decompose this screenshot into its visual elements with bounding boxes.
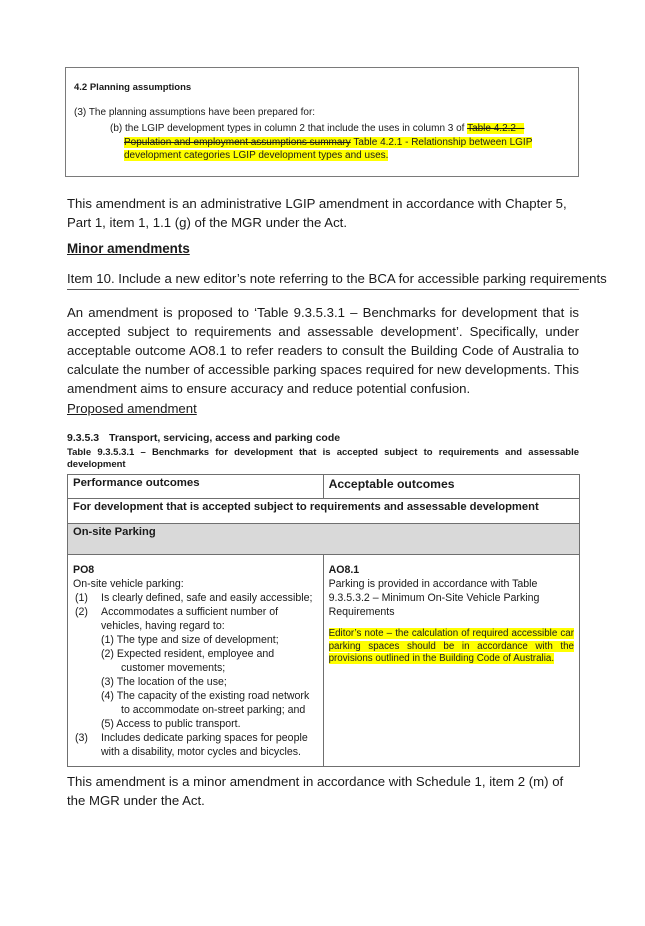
- inserted-text-1: Table 4.2.1 - Relationship between LGIP: [350, 136, 533, 148]
- po8-item-text: Includes dedicate parking spaces for people with a disability, motor cycles and bicycles.: [101, 732, 308, 758]
- po8-subitem: (2) Expected resident, employee and customer movements;: [101, 648, 275, 674]
- onsite-parking-row: On-site Parking: [68, 524, 580, 555]
- header-performance-outcomes: Performance outcomes: [68, 475, 324, 499]
- po8-item-marker: (2): [75, 606, 88, 618]
- po8-item-text: Accommodates a sufficient number of vehicles, having regard to:: [101, 606, 279, 632]
- admin-paragraph: This amendment is an administrative LGIP amendment in accordance with Chapter 5, Part 1, item 1, 1.1 (g) of the MGR under the Act.: [67, 196, 567, 230]
- minor-amendments-heading: Minor amendments: [67, 241, 190, 256]
- ao8-1-cell: [323, 555, 579, 767]
- po8-item: [73, 605, 318, 731]
- po8-title: PO8: [73, 564, 95, 576]
- po8-intro: On-site vehicle parking:: [73, 578, 184, 590]
- para-b-prefix: (b) the LGIP development types in column 2 that include the uses in column 3 of: [110, 123, 468, 134]
- excerpt-heading: 4.2 Planning assumptions: [74, 82, 192, 93]
- closing-paragraph: This amendment is a minor amendment in accordance with Schedule 1, item 2 (m) of the MGR under the Act.: [67, 774, 564, 808]
- deleted-text-2: Population and employment assumptions summary: [124, 136, 351, 148]
- po8-cell: [68, 555, 324, 767]
- item-10-heading: Item 10. Include a new editor’s note referring to the BCA for accessible parking requirements: [67, 271, 579, 290]
- po8-subitem: (4) The capacity of the existing road network to accommodate on-street parking; and: [101, 690, 310, 716]
- po8-subitem: (5) Access to public transport.: [101, 718, 241, 730]
- editors-note: Editor’s note – the calculation of required accessible car parking spaces should be in accordance with the provisions outlined in the Building Code of Australia.: [328, 628, 574, 664]
- po8-item-text: Is clearly defined, safe and easily accessible;: [101, 592, 313, 604]
- code-number: 9.3.5.3: [67, 432, 100, 444]
- po8-item-marker: (1): [75, 592, 88, 604]
- inserted-text-2: development categories LGIP development types and uses.: [124, 150, 389, 161]
- excerpt-para-3: (3) The planning assumptions have been prepared for:: [74, 107, 316, 118]
- proposal-paragraph: An amendment is proposed to ‘Table 9.3.5.3.1 – Benchmarks for development that is accepted subject to requirements and assessable development’. Specifically, under acceptable outcome AO8.1 to refer readers to consult the Building Code of Australia to calculate the number of accessible parking spaces required for new developments. This amendment aims to ensure accuracy and reduce potential confusion.: [67, 305, 579, 396]
- po8-subitem: (1) The type and size of development;: [101, 634, 279, 646]
- ao8-1-title: AO8.1: [328, 564, 360, 576]
- code-title: Transport, servicing, access and parking code: [109, 432, 341, 444]
- po8-item: [73, 731, 318, 759]
- excerpt-para-b: [110, 122, 570, 163]
- po8-item-marker: (3): [75, 732, 88, 744]
- benchmarks-table: [67, 474, 580, 767]
- proposed-amendment-heading: Proposed amendment: [67, 401, 197, 416]
- development-group-row: For development that is accepted subject to requirements and assessable development: [68, 499, 580, 524]
- po8-item: [73, 591, 318, 605]
- po8-subitem: (3) The location of the use;: [101, 676, 227, 688]
- table-caption: Table 9.3.5.3.1 – Benchmarks for development that is accepted subject to requirements and assessable development: [67, 447, 579, 470]
- ao8-1-text: Parking is provided in accordance with Table 9.3.5.3.2 – Minimum On-Site Vehicle Parking Requirements: [328, 578, 540, 618]
- header-acceptable-outcomes: Acceptable outcomes: [323, 475, 579, 499]
- planning-assumptions-excerpt: [65, 67, 579, 177]
- deleted-text-1: Table 4.2.2 –: [467, 123, 525, 134]
- code-heading: [67, 432, 340, 444]
